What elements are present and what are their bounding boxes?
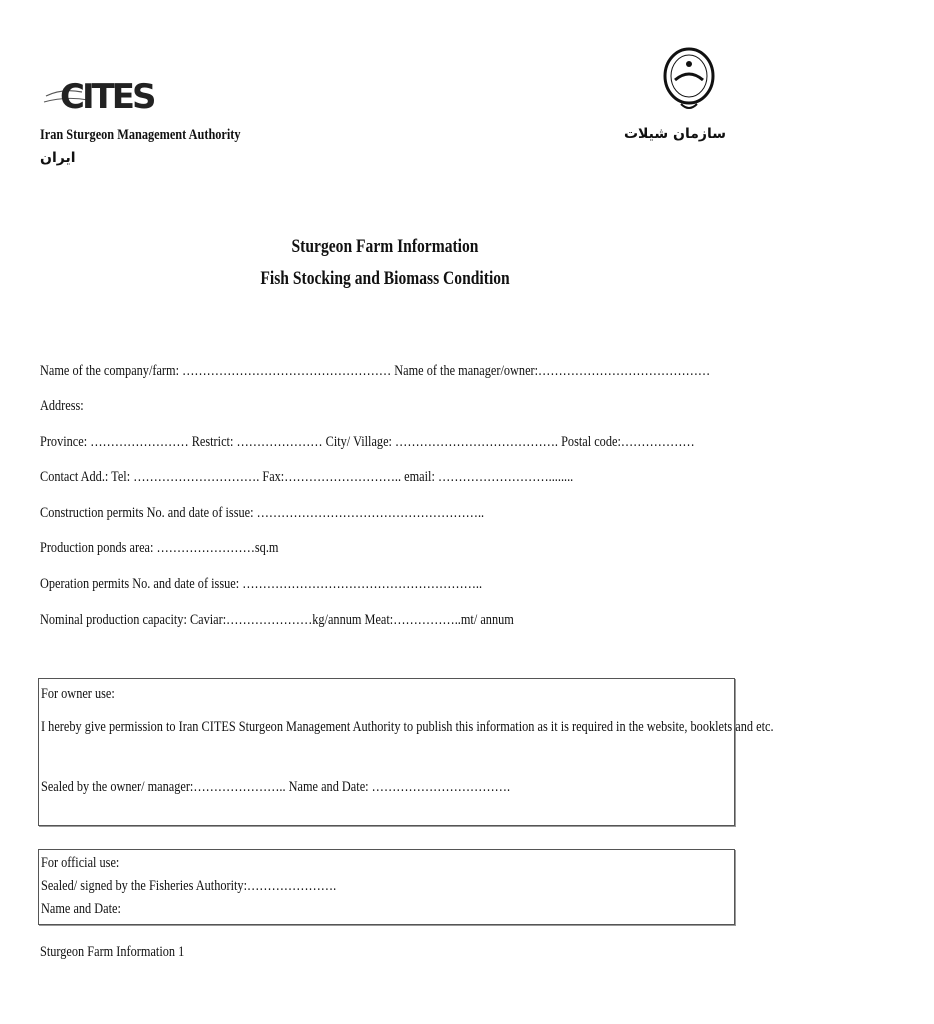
company-manager-field[interactable]: Name of the company/farm: …………………………………………… Name of the manager/owner:…………………………………… xyxy=(40,363,711,379)
owner-use-heading: For owner use: xyxy=(41,686,115,702)
official-name-date-field[interactable]: Name and Date: xyxy=(41,901,121,917)
authority-seal-field[interactable]: Sealed/ signed by the Fisheries Authority:…………………. xyxy=(41,878,337,894)
production-capacity-field[interactable]: Nominal production capacity: Caviar:…………………kg/annum Meat:……………..mt/ annum xyxy=(40,612,514,628)
cites-logo xyxy=(42,66,154,124)
jahad-logo xyxy=(661,46,717,116)
document-title: Sturgeon Farm Information xyxy=(291,236,479,257)
svg-text:CITES: CITES xyxy=(60,77,154,117)
official-use-heading: For official use: xyxy=(41,855,120,871)
owner-seal-field[interactable]: Sealed by the owner/ manager:………………….. Name and Date: ……………………………. xyxy=(41,779,511,795)
document-subtitle: Fish Stocking and Biomass Condition xyxy=(260,268,510,289)
permission-statement: I hereby give permission to Iran CITES Sturgeon Management Authority to publish this information as it is required in the website, booklets and etc. xyxy=(41,719,774,735)
official-use-box xyxy=(38,849,735,925)
owner-use-box xyxy=(38,678,774,826)
org-name-persian-right: سازمان شیلات xyxy=(623,126,726,142)
org-name-english: Iran Sturgeon Management Authority xyxy=(40,127,241,143)
province-city-postal-field[interactable]: Province: …………………… Restrict: ………………… City/ Village: …………………………………. Postal code:……………… xyxy=(40,434,695,450)
org-name-persian-left: ایران xyxy=(40,150,76,166)
contact-field[interactable]: Contact Add.: Tel: …………………………. Fax:……………………….. email: ………………………........ xyxy=(40,469,574,485)
operation-permit-field[interactable]: Operation permits No. and date of issue: ………………………………………………….. xyxy=(40,576,483,592)
ponds-area-field[interactable]: Production ponds area: ……………………sq.m xyxy=(40,540,279,556)
address-label: Address: xyxy=(40,398,84,414)
page-footer: Sturgeon Farm Information 1 xyxy=(40,944,185,960)
construction-permit-field[interactable]: Construction permits No. and date of issue: ……………………………………………….. xyxy=(40,505,485,521)
